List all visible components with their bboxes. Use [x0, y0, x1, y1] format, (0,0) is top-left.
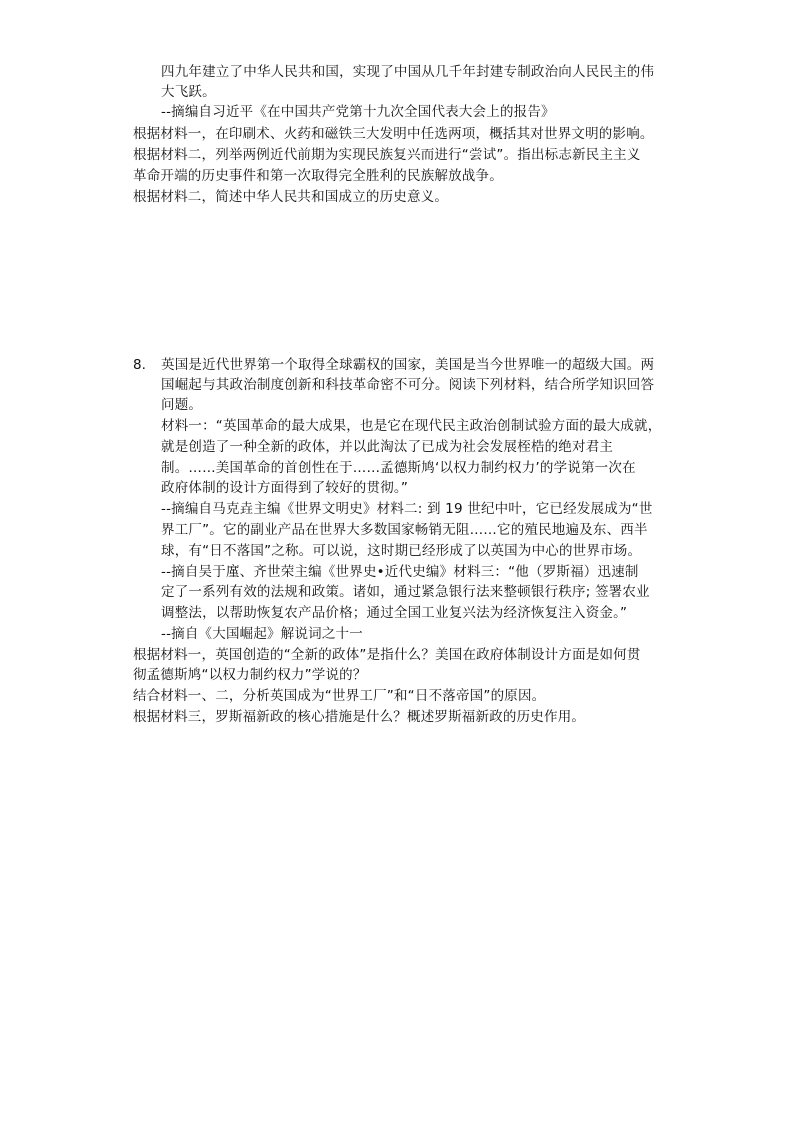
- question-line: 根据材料二，列举两例近代前期为实现民族复兴而进行“尝试”。指出标志新民主主义: [133, 147, 641, 163]
- material-text-line: 政府体制的设计方面得到了较好的贯彻。”: [161, 480, 409, 496]
- material-text-line: 大飞跃。: [161, 84, 216, 100]
- source-citation: --摘自《大国崛起》解说词之十一: [161, 626, 363, 642]
- question-line: 根据材料二，简述中华人民共和国成立的历史意义。: [133, 189, 449, 205]
- material-text-line: 调整法，以帮助恢复农产品价格；通过全国工业复兴法为经济恢复注入资金。”: [161, 605, 628, 621]
- material-text-line: --摘自吴于廑、齐世荣主编《世界史•近代史编》材料三：“他（罗斯福）迅速制: [161, 564, 639, 580]
- material-text-line: 四九年建立了中华人民共和国，实现了中国从几千年封建专制政治向人民民主的伟: [161, 64, 655, 80]
- material-text-line: 材料一：“英国革命的最大成果，也是它在现代民主政治创制试验方面的最大成就，: [161, 418, 662, 434]
- question-line: 彻孟德斯鸠“以权力制约权力”学说的？: [133, 667, 367, 683]
- material-text-line: 定了一系列有效的法规和政策。诸如，通过紧急银行法来整顿银行秩序; 签署农业: [161, 584, 650, 600]
- material-text-line: 制。……美国革命的首创性在于……孟德斯鸠‘以权力制约权力’的学说第一次在: [161, 460, 636, 476]
- material-text-line: --摘编自马克垚主编《世界文明史》材料二: 到 19 世纪中叶，它已经发展成为“世: [161, 501, 653, 517]
- material-text-line: 问题。: [161, 397, 203, 413]
- question-line: 革命开端的历史事件和第一次取得完全胜利的民族解放战争。: [133, 168, 503, 184]
- material-text-line: 国崛起与其政治制度创新和科技革命密不可分。阅读下列材料，结合所学知识回答: [161, 377, 655, 393]
- material-text-line: 界工厂”。它的副业产品在世界大多数国家畅销无阻……它的殖民地遍及东、西半: [161, 522, 648, 538]
- material-text-line: 英国是近代世界第一个取得全球霸权的国家，美国是当今世界唯一的超级大国。两: [161, 357, 655, 373]
- question-line: 根据材料一，在印刷术、火药和磁铁三大发明中任选两项，概括其对世界文明的影响。: [133, 126, 654, 142]
- question-number: 8.: [133, 357, 146, 373]
- material-text-line: 球，有“日不落国”之称。可以说，这时期已经形成了以英国为中心的世界市场。: [161, 543, 642, 559]
- question-line: 结合材料一、二，分析英国成为“世界工厂”和“日不落帝国”的原因。: [133, 688, 546, 704]
- question-line: 根据材料三，罗斯福新政的核心措施是什么？概述罗斯福新政的历史作用。: [133, 709, 586, 725]
- source-citation: --摘编自习近平《在中国共产党第十九次全国代表大会上的报告》: [161, 104, 555, 120]
- question-line: 根据材料一，英国创造的“全新的政体”是指什么？美国在政府体制设计方面是如何贯: [133, 647, 641, 663]
- material-text-line: 就是创造了一种全新的政体，并以此淘汰了已成为社会发展桎梏的绝对君主: [161, 439, 614, 455]
